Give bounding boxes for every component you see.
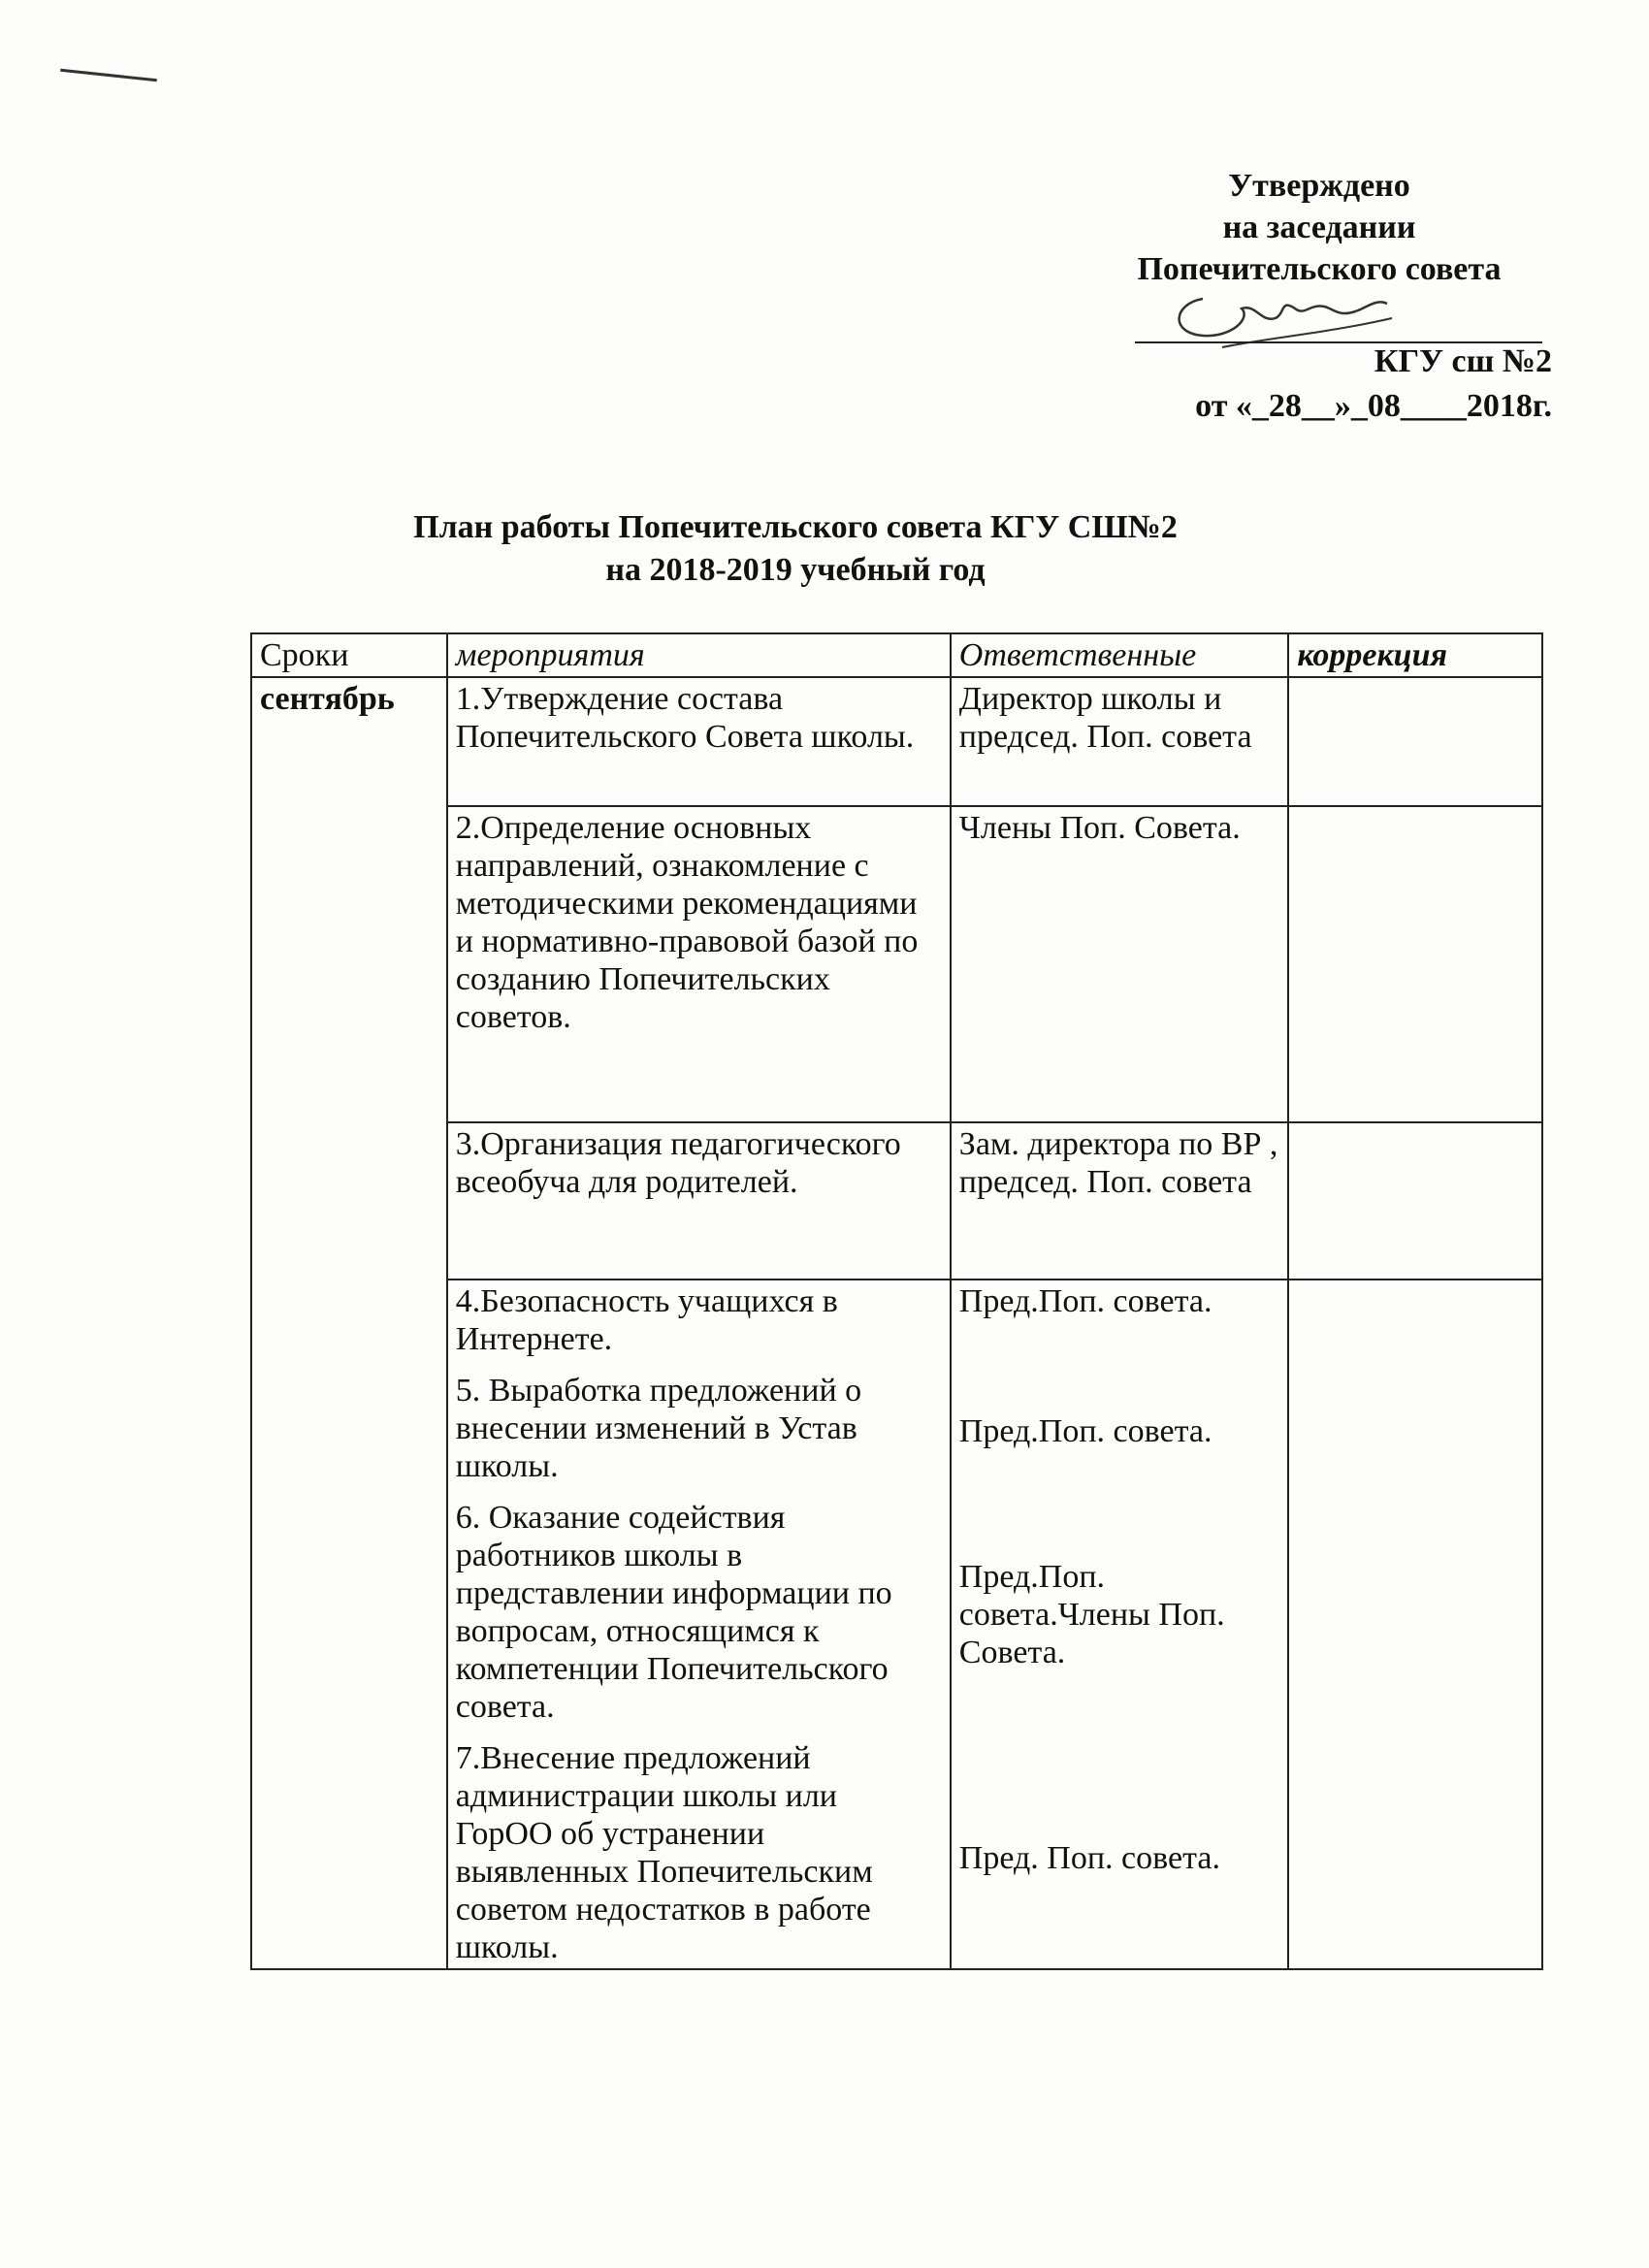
correction-cell [1288, 677, 1542, 806]
activity-group-cell [447, 1280, 951, 1969]
activity-item: 5. Выработка предложений о внесении изменений в Устав школы. [455, 1373, 862, 1484]
approval-line-2: на заседании [1222, 210, 1416, 245]
approval-line-3: Попечительского совета [1137, 251, 1502, 287]
title-line-1: План работы Попечительского совета КГУ СШ№2 [413, 509, 1178, 545]
header-correction: коррекция [1288, 633, 1542, 677]
correction-cell [1288, 1280, 1542, 1969]
correction-cell [1288, 1122, 1542, 1280]
approval-block [1028, 165, 1610, 290]
activity-cell: 3.Организация педагогического всеобуча для родителей. [447, 1122, 951, 1280]
responsible-item: Пред.Поп. совета. [958, 1283, 1212, 1319]
month-cell: сентябрь [251, 677, 447, 1969]
activity-cell: 1.Утверждение состава Попечительского Совета школы. [447, 677, 951, 806]
activity-item: 4.Безопасность учащихся в Интернете. [455, 1283, 838, 1357]
document-title [242, 506, 1348, 592]
header-responsible: Ответственные [951, 633, 1289, 677]
activity-cell: 2.Определение основных направлений, ознакомление с методическими рекомендациями и нормативно-правовой базой по созданию Попечительских советов. [447, 806, 951, 1122]
plan-table [250, 632, 1543, 1970]
scan-mark [60, 69, 157, 81]
responsible-group-cell [951, 1280, 1289, 1969]
activity-item: 7.Внесение предложений администрации школы или ГорОО об устранении выявленных Попечительским советом недостатков в работе школы. [455, 1740, 873, 1965]
activity-item: 6. Оказание содействия работников школы в представлении информации по вопросам, относящимся к компетенции Попечительского совета. [455, 1500, 892, 1725]
responsible-item: Пред.Поп. совета.Члены Поп. Совета. [958, 1559, 1225, 1670]
table-header-row [251, 633, 1542, 677]
header-terms: Сроки [251, 633, 447, 677]
header-activities: мероприятия [447, 633, 951, 677]
approval-date: от «_28__»_08____2018г. [1195, 388, 1552, 424]
approval-line-1: Утверждено [1228, 168, 1410, 204]
approval-org: КГУ сш №2 [1374, 343, 1552, 379]
responsible-cell: Директор школы и председ. Поп. совета [951, 677, 1289, 806]
responsible-item: Пред.Поп. совета. [958, 1413, 1212, 1449]
title-line-2: на 2018-2019 учебный год [605, 552, 986, 588]
correction-cell [1288, 806, 1542, 1122]
responsible-item: Пред. Поп. совета. [958, 1840, 1220, 1876]
table-row [251, 677, 1542, 806]
responsible-cell: Члены Поп. Совета. [951, 806, 1289, 1122]
responsible-cell: Зам. директора по ВР , председ. Поп. совета [951, 1122, 1289, 1280]
